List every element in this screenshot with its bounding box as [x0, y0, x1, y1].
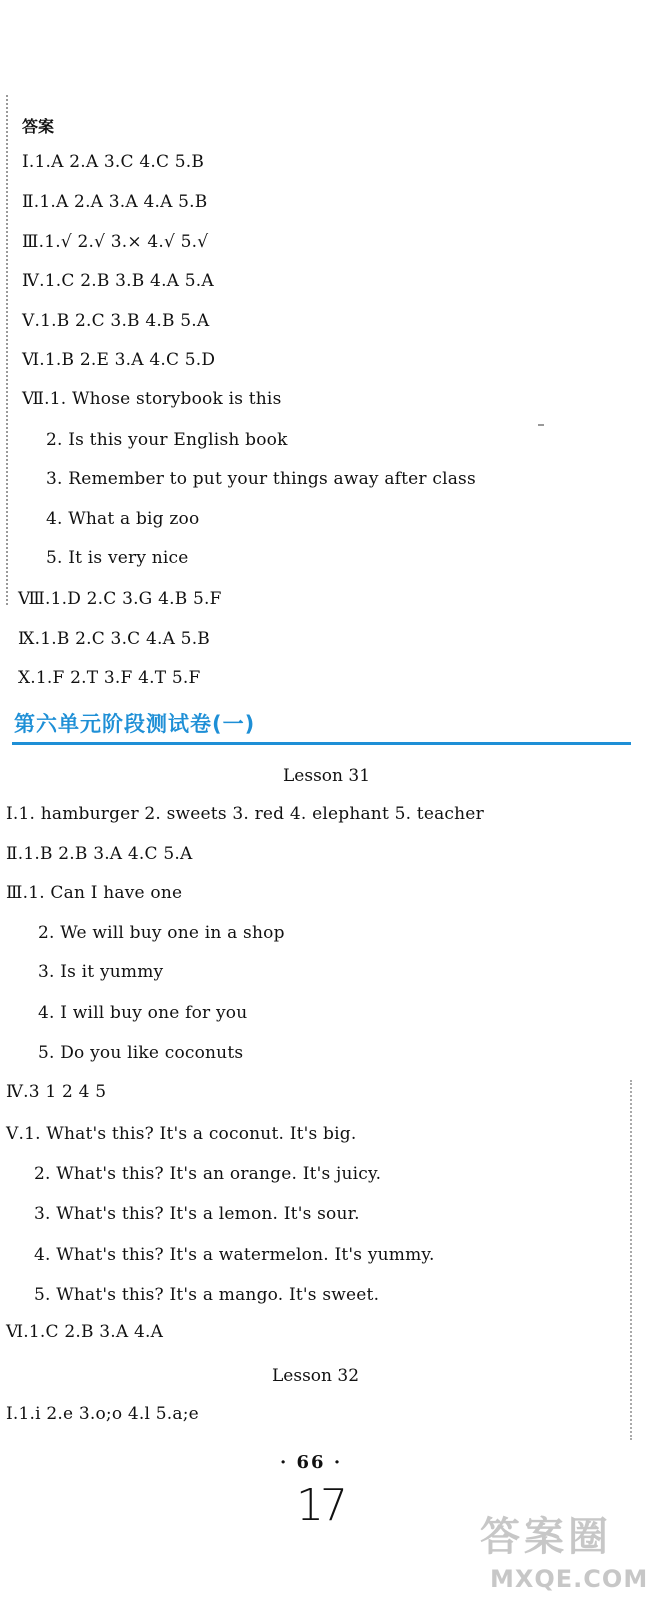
answer-line: Ⅰ.1. hamburger 2. sweets 3. red 4. elephant 5. teacher [6, 804, 484, 824]
lesson-heading: Lesson 31 [283, 766, 371, 786]
answer-line: Ⅰ.1.i 2.e 3.o;o 4.l 5.a;e [6, 1404, 199, 1424]
stray-mark [538, 424, 544, 426]
answer-line: Ⅷ.1.D 2.C 3.G 4.B 5.F [18, 589, 222, 609]
answer-line: Ⅶ.1. Whose storybook is this [22, 389, 282, 409]
margin-dotted-line-right [630, 1080, 632, 1440]
answer-line: Ⅱ.1.B 2.B 3.A 4.C 5.A [6, 844, 193, 864]
answer-line: Ⅸ.1.B 2.C 3.C 4.A 5.B [18, 629, 210, 649]
answer-line: Ⅲ.1. Can I have one [6, 883, 183, 903]
answer-line: Ⅲ.1.√ 2.√ 3.× 4.√ 5.√ [22, 232, 209, 252]
page-number: · 66 · [280, 1452, 343, 1473]
answer-line: 2. We will buy one in a shop [38, 923, 285, 943]
answer-line: Ⅹ.1.F 2.T 3.F 4.T 5.F [18, 668, 201, 688]
section-title: 第六单元阶段测试卷(一) [14, 712, 256, 736]
answer-line: Ⅴ.1.B 2.C 3.B 4.B 5.A [22, 311, 210, 331]
answer-line: Ⅳ.3 1 2 4 5 [6, 1082, 107, 1102]
watermark-url: MXQE.COM [490, 1565, 649, 1593]
watermark-logo: 答案圈 [480, 1514, 612, 1560]
answer-line: Ⅵ.1.C 2.B 3.A 4.A [6, 1322, 164, 1342]
handwritten-number: 17 [296, 1480, 344, 1531]
answer-line: 2. What's this? It's an orange. It's juicy. [34, 1164, 382, 1184]
answer-line: 5. What's this? It's a mango. It's sweet. [34, 1285, 380, 1305]
answers-header: 答案 [22, 117, 55, 136]
answer-line: Ⅰ.1.A 2.A 3.C 4.C 5.B [22, 152, 205, 172]
answer-line: Ⅴ.1. What's this? It's a coconut. It's big. [6, 1124, 357, 1144]
answer-line: 3. Remember to put your things away after class [46, 469, 476, 489]
answer-line: 3. What's this? It's a lemon. It's sour. [34, 1204, 360, 1224]
answer-line: 3. Is it yummy [38, 962, 164, 982]
answer-line: 5. Do you like coconuts [38, 1043, 244, 1063]
answer-line: Ⅵ.1.B 2.E 3.A 4.C 5.D [22, 350, 216, 370]
answer-line: 2. Is this your English book [46, 430, 288, 450]
lesson-heading: Lesson 32 [272, 1366, 360, 1386]
margin-dotted-line [6, 95, 8, 605]
answer-line: Ⅱ.1.A 2.A 3.A 4.A 5.B [22, 192, 208, 212]
answer-line: Ⅳ.1.C 2.B 3.B 4.A 5.A [22, 271, 214, 291]
answer-line: 4. What a big zoo [46, 509, 200, 529]
section-underline [12, 742, 631, 745]
answer-line: 4. I will buy one for you [38, 1003, 248, 1023]
answer-line: 5. It is very nice [46, 548, 189, 568]
answer-line: 4. What's this? It's a watermelon. It's yummy. [34, 1245, 435, 1265]
